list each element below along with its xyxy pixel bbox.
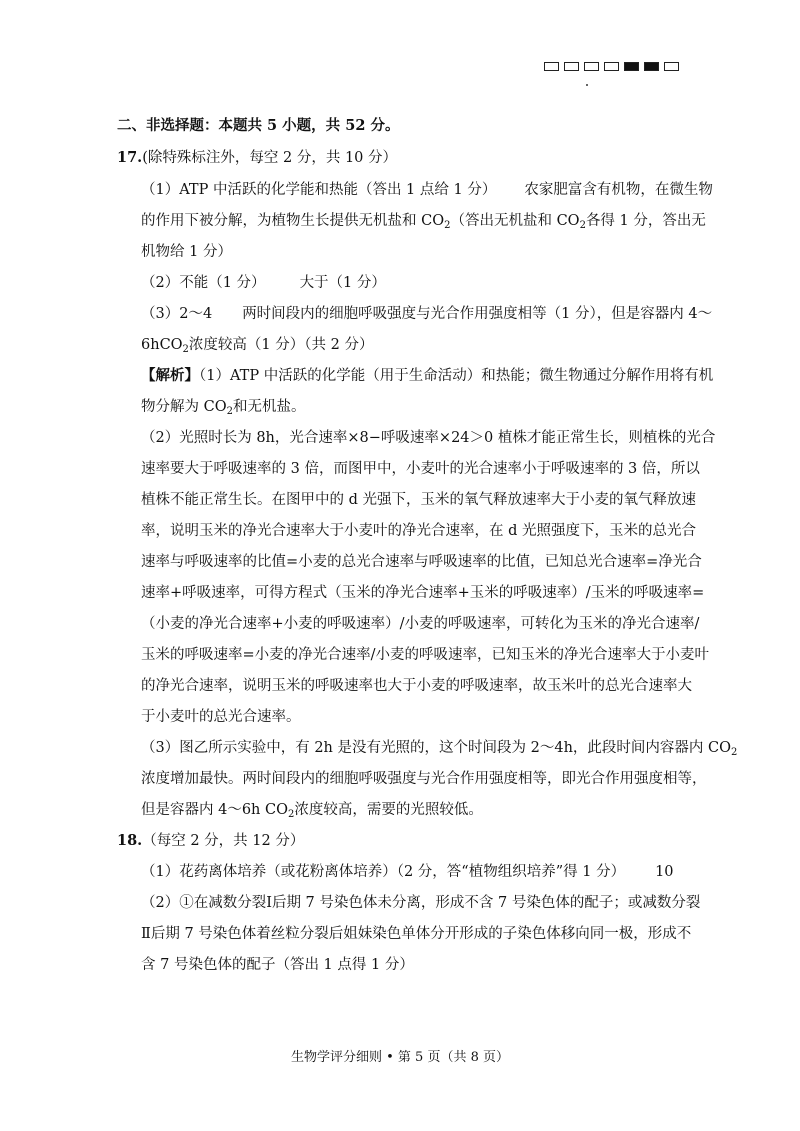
q18-number: 18. xyxy=(117,832,143,849)
q18-a1-part-b: 10 xyxy=(655,864,674,880)
q17-answer-3-line-1 xyxy=(141,304,712,324)
text: （答出无机盐和 CO xyxy=(450,213,580,229)
q17-a3-part-b: 两时间段内的细胞呼吸强度与光合作用强度相等（1 分），但是容器内 4～ xyxy=(242,306,713,322)
q18-heading xyxy=(117,831,304,851)
text: 但是容器内 4～6h CO xyxy=(141,802,288,818)
q17-answer-2 xyxy=(141,273,386,293)
text: 浓度较高，需要的光照较低。 xyxy=(294,802,483,818)
jiexi-2-line: 玉米的呼吸速率=小麦的净光合速率/小麦的呼吸速率，已知玉米的净光合速率大于小麦叶 xyxy=(141,647,710,663)
jiexi-2-line: （2）光照时长为 8h，光合速率×8−呼吸速率×24＞0 植株才能正常生长，则植株的光合 xyxy=(141,430,716,446)
page-mark xyxy=(604,62,619,71)
text: 6hCO xyxy=(141,337,183,353)
jiexi-2-line: 速率要大于呼吸速率的 3 倍，而图甲中，小麦叶的光合速率小于呼吸速率的 3 倍，所以 xyxy=(141,461,700,477)
q17-note: (除特殊标注外，每空 2 分，共 10 分） xyxy=(142,150,398,166)
subscript: 2 xyxy=(579,220,586,231)
text: 和无机盐。 xyxy=(232,399,306,415)
jiexi-2-line: 速率+呼吸速率，可得方程式（玉米的净光合速率+玉米的呼吸速率）/玉米的呼吸速率= xyxy=(141,585,705,601)
scan-dot xyxy=(586,84,588,86)
subscript: 2 xyxy=(182,344,189,355)
q18-answer-2-line-1: （2）①在减数分裂Ⅰ后期 7 号染色体未分离，形成不含 7 号染色体的配子；或减数分裂 xyxy=(141,895,701,911)
page-footer: 生物学评分细则 • 第 5 页（共 8 页） xyxy=(290,1050,509,1065)
jiexi-2-line: 于小麦叶的总光合速率。 xyxy=(141,709,301,725)
q17-answer-1-line-2 xyxy=(141,211,706,236)
subscript: 2 xyxy=(226,406,233,417)
jiexi-3-line-2: 浓度增加最快。两时间段内的细胞呼吸强度与光合作用强度相等，即光合作用强度相等， xyxy=(141,771,707,787)
page-mark-current xyxy=(624,62,639,71)
q17-heading xyxy=(117,148,397,168)
text: 物分解为 CO xyxy=(141,399,227,415)
q18-answer-2-line-2: Ⅱ后期 7 号染色体着丝粒分裂后姐妹染色单体分开形成的子染色体移向同一极，形成不 xyxy=(141,926,692,942)
page-index-marks xyxy=(544,62,679,73)
q17-a1-part-b: 农家肥富含有机物，在微生物 xyxy=(524,182,713,198)
q18-answer-1 xyxy=(141,862,674,882)
subscript: 2 xyxy=(731,747,738,758)
q17-answer-3-line-2 xyxy=(141,335,373,360)
text: 浓度较高（1 分）（共 2 分） xyxy=(188,337,374,353)
q17-a2-part-b: 大于（1 分） xyxy=(299,275,386,291)
jiexi-2-line: （小麦的净光合速率+小麦的呼吸速率）/小麦的呼吸速率，可转化为玉米的净光合速率/ xyxy=(141,616,700,632)
q17-answer-1-line-1 xyxy=(141,180,713,200)
page-mark-current xyxy=(644,62,659,71)
q17-a3-part-a: （3）2～4 xyxy=(141,306,213,322)
jiexi-3-line-1 xyxy=(141,738,737,763)
section-title: 二、非选择题：本题共 5 小题，共 52 分。 xyxy=(117,117,400,134)
text: （3）图乙所示实验中，有 2h 是没有光照的，这个时间段为 2～4h，此段时间内容器内 CO xyxy=(141,740,731,756)
page-mark xyxy=(664,62,679,71)
jiexi-line-1 xyxy=(141,366,713,386)
jiexi-2-line: 率，说明玉米的净光合速率大于小麦叶的净光合速率，在 d 光照强度下，玉米的总光合 xyxy=(141,523,696,539)
q17-answer-1-line-3: 机物给 1 分） xyxy=(141,244,232,260)
jiexi-label: 【解析】 xyxy=(141,367,199,384)
q17-a1-part-a: （1）ATP 中活跃的化学能和热能（答出 1 点给 1 分） xyxy=(141,182,497,198)
text: 的作用下被分解，为植物生长提供无机盐和 CO xyxy=(141,213,445,229)
jiexi-2-line: 速率与呼吸速率的比值=小麦的总光合速率与呼吸速率的比值，已知总光合速率=净光合 xyxy=(141,554,702,570)
page-mark xyxy=(584,62,599,71)
text: 各得 1 分，答出无 xyxy=(585,213,706,229)
jiexi-line-2 xyxy=(141,397,305,422)
q18-note: （每空 2 分，共 12 分） xyxy=(142,833,305,849)
q18-answer-2-line-3: 含 7 号染色体的配子（答出 1 点得 1 分） xyxy=(141,957,414,973)
subscript: 2 xyxy=(444,220,451,231)
jiexi-2-line: 的净光合速率，说明玉米的呼吸速率也大于小麦的呼吸速率，故玉米叶的总光合速率大 xyxy=(141,678,692,694)
page-mark xyxy=(564,62,579,71)
q17-number: 17. xyxy=(117,149,143,166)
q18-a1-part-a: （1）花药离体培养（或花粉离体培养）（2 分，答“植物组织培养”得 1 分） xyxy=(141,864,626,880)
jiexi-3-line-3 xyxy=(141,800,483,825)
text: （1）ATP 中活跃的化学能（用于生命活动）和热能；微生物通过分解作用将有机 xyxy=(199,368,714,384)
subscript: 2 xyxy=(288,809,295,820)
jiexi-2-line: 植株不能正常生长。在图甲中的 d 光强下，玉米的氧气释放速率大于小麦的氧气释放速 xyxy=(141,492,696,508)
page-mark xyxy=(544,62,559,71)
q17-a2-part-a: （2）不能（1 分） xyxy=(141,275,266,291)
